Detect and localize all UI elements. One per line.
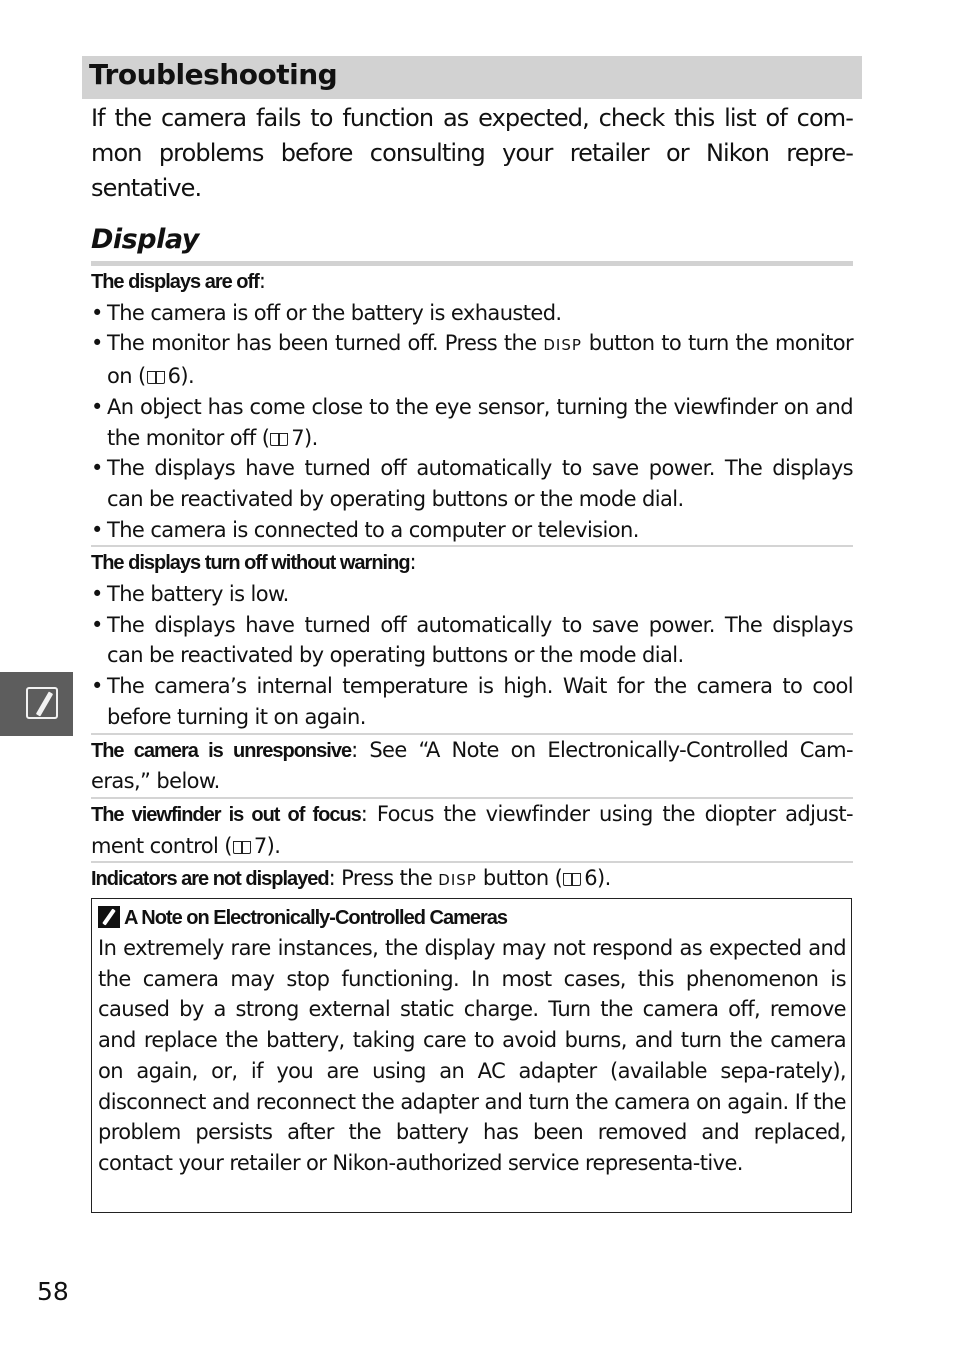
entry-lead: Indicators are not displayed (91, 868, 329, 891)
list-item: • The camera’s internal temperature is high. Wait for the camera to cool before turning it on again. (91, 671, 853, 732)
section-tab (0, 672, 73, 736)
disp-button-label: DISP (438, 871, 477, 890)
list-item: • An object has come close to the eye sensor, turning the viewfinder on and the monitor off ( 7). (91, 392, 853, 453)
entry-displays-off: The displays are off: • The camera is off or the battery is exhausted. • The monitor has been turned off. Press the DISP button to turn the monitor on ( 6). • An object has come close to the eye sensor, turning the viewfinder on and the monitor off ( 7). • The displays have turned off automatically to save power. The displays can be reactivated by operating buttons or the mode dial. • The camera is connected to a computer or television. (91, 266, 853, 547)
entry-lead: The camera is unresponsive (91, 739, 352, 762)
entry-camera-unresponsive: The camera is unresponsive: See “A Note on Electronically-Controlled Cam-eras,” below. (91, 735, 853, 799)
entry-lead: The displays turn off without warning (91, 552, 410, 575)
entry-viewfinder-focus: The viewfinder is out of focus: Focus the viewfinder using the diopter adjust-ment control ( 7). (91, 799, 853, 863)
list-item: • The displays have turned off automatically to save power. The displays can be reactivated by operating buttons or the mode dial. (91, 453, 853, 514)
entry-lead: The viewfinder is out of focus (91, 803, 361, 826)
bullet-list (91, 298, 853, 546)
pencil-icon (98, 906, 120, 928)
list-item: • The monitor has been turned off. Press the DISP button to turn the monitor on ( 6). (91, 328, 853, 391)
list-item: • The camera is off or the battery is exhausted. (91, 298, 853, 329)
entry-displays-turn-off: The displays turn off without warning: • The battery is low. • The displays have turned off automatically to save power. The displays can be reactivated by operating buttons or the mode dial. • The camera’s internal temperature is high. Wait for the camera to cool before turning it on again. (91, 547, 853, 734)
troubleshooting-pencil-icon (26, 687, 58, 719)
book-icon (147, 371, 165, 384)
troubleshooting-list (91, 266, 853, 896)
book-icon (233, 841, 251, 854)
note-box (91, 898, 852, 1213)
entry-indicators: Indicators are not displayed: Press the DISP button ( 6). (91, 866, 611, 891)
entry-lead: The displays are off (91, 271, 259, 293)
intro-paragraph: If the camera fails to function as expected, check this list of com-mon problems before consulting your retailer or Nikon repre-sentative. (91, 104, 853, 202)
disp-button-label: DISP (543, 336, 582, 355)
page-ref[interactable]: 7 (291, 425, 305, 450)
note-body: In extremely rare instances, the display may not respond as expected and the camera may stop functioning. In most cases, this phenomenon is caused by a strong external static charge. Turn the camera off, remove and replace the battery, taking care to avoid burns, and turn the camera on again, or, if you are using an AC adapter (available sepa-rately), disconnect and reconnect the adapter and turn the camera on again. If the problem persists after the battery has been removed and replaced, contact your retailer or Nikon-authorized service representa-tive. (98, 936, 846, 1175)
bullet-list (91, 579, 853, 733)
book-icon (270, 433, 288, 446)
note-title: A Note on Electronically-Controlled Cameras (124, 907, 508, 929)
list-item: • The camera is connected to a computer or television. (91, 515, 853, 546)
list-item: • The battery is low. (91, 579, 853, 610)
page-ref[interactable]: 6 (167, 364, 181, 389)
list-item: • The displays have turned off automatically to save power. The displays can be reactivated by operating buttons or the mode dial. (91, 610, 853, 671)
page-ref[interactable]: 6 (584, 866, 597, 891)
title-bar (82, 56, 862, 99)
page-ref[interactable]: 7 (253, 833, 267, 858)
section-heading: Display (91, 224, 199, 255)
book-icon (563, 873, 581, 886)
page-title: Troubleshooting (89, 58, 338, 91)
page-number: 58 (37, 1277, 69, 1306)
